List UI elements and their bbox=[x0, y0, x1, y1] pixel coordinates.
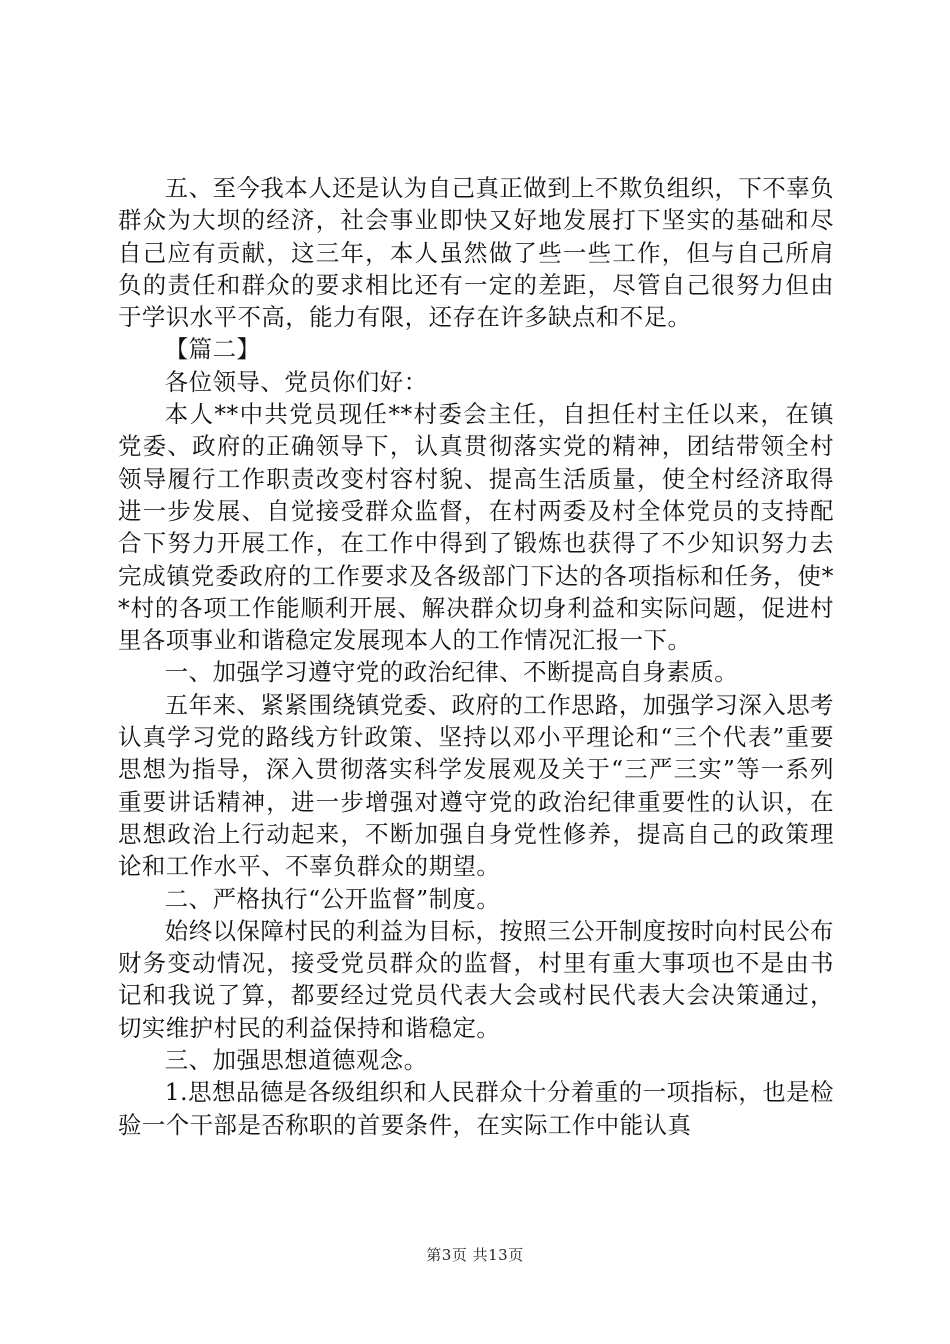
page-footer: 第3页 共13页 bbox=[426, 1246, 524, 1264]
paragraph-section-one: 五年来、紧紧围绕镇党委、政府的工作思路，加强学习深入思考认真学习党的路线方针政策、坚持以邓小平理论和“三个代表”重要思想为指导，深入贯彻落实科学发展观及关于“三严三实”等一系列重要讲话精神，进一步增强对遵守党的政治纪律重要性的认识，在思想政治上行动起来，不断加强自身党性修养，提高自己的政策理论和工作水平、不辜负群众的期望。 bbox=[118, 690, 834, 881]
paragraph-section-two: 始终以保障村民的利益为目标，按照三公开制度按时向村民公布财务变动情况，接受党员群众的监督，村里有重大事项也不是由书记和我说了算，都要经过党员代表大会或村民代表大会决策通过，切实维护村民的利益保持和谐稳定。 bbox=[118, 916, 834, 1042]
paragraph-section-three-item-one: 1.思想品德是各级组织和人民群众十分着重的一项指标，也是检验一个干部是否称职的首要条件，在实际工作中能认真 bbox=[118, 1078, 834, 1139]
document-body bbox=[118, 172, 834, 1141]
section-heading-part-two: 【篇二】 bbox=[164, 335, 261, 364]
section-heading-two: 二、严格执行“公开监督”制度。 bbox=[164, 884, 501, 913]
paragraph-introduction: 本人**中共党员现任**村委会主任，自担任村主任以来，在镇党委、政府的正确领导下，认真贯彻落实党的精神，团结带领全村领导履行工作职责改变村容村貌、提高生活质量，使全村经济取得进一步发展、自觉接受群众监督，在村两委及村全体党员的支持配合下努力开展工作，在工作中得到了锻炼也获得了不少知识努力去完成镇党委政府的工作要求及各级部门下达的各项指标和任务，使**村的各项工作能顺利开展、解决群众切身利益和实际问题，促进村里各项事业和谐稳定发展现本人的工作情况汇报一下。 bbox=[118, 400, 834, 655]
paragraph-section-five: 五、至今我本人还是认为自己真正做到上不欺负组织，下不辜负群众为大坝的经济，社会事业即快又好地发展打下坚实的基础和尽自己应有贡献，这三年，本人虽然做了些一些工作，但与自己所肩负的责任和群众的要求相比还有一定的差距，尽管自己很努力但由于学识水平不高，能力有限，还存在许多缺点和不足。 bbox=[118, 174, 834, 332]
section-heading-three: 三、加强思想道德观念。 bbox=[164, 1046, 428, 1075]
section-heading-one: 一、加强学习遵守党的政治纪律、不断提高自身素质。 bbox=[164, 658, 739, 687]
salutation: 各位领导、党员你们好： bbox=[164, 367, 428, 396]
